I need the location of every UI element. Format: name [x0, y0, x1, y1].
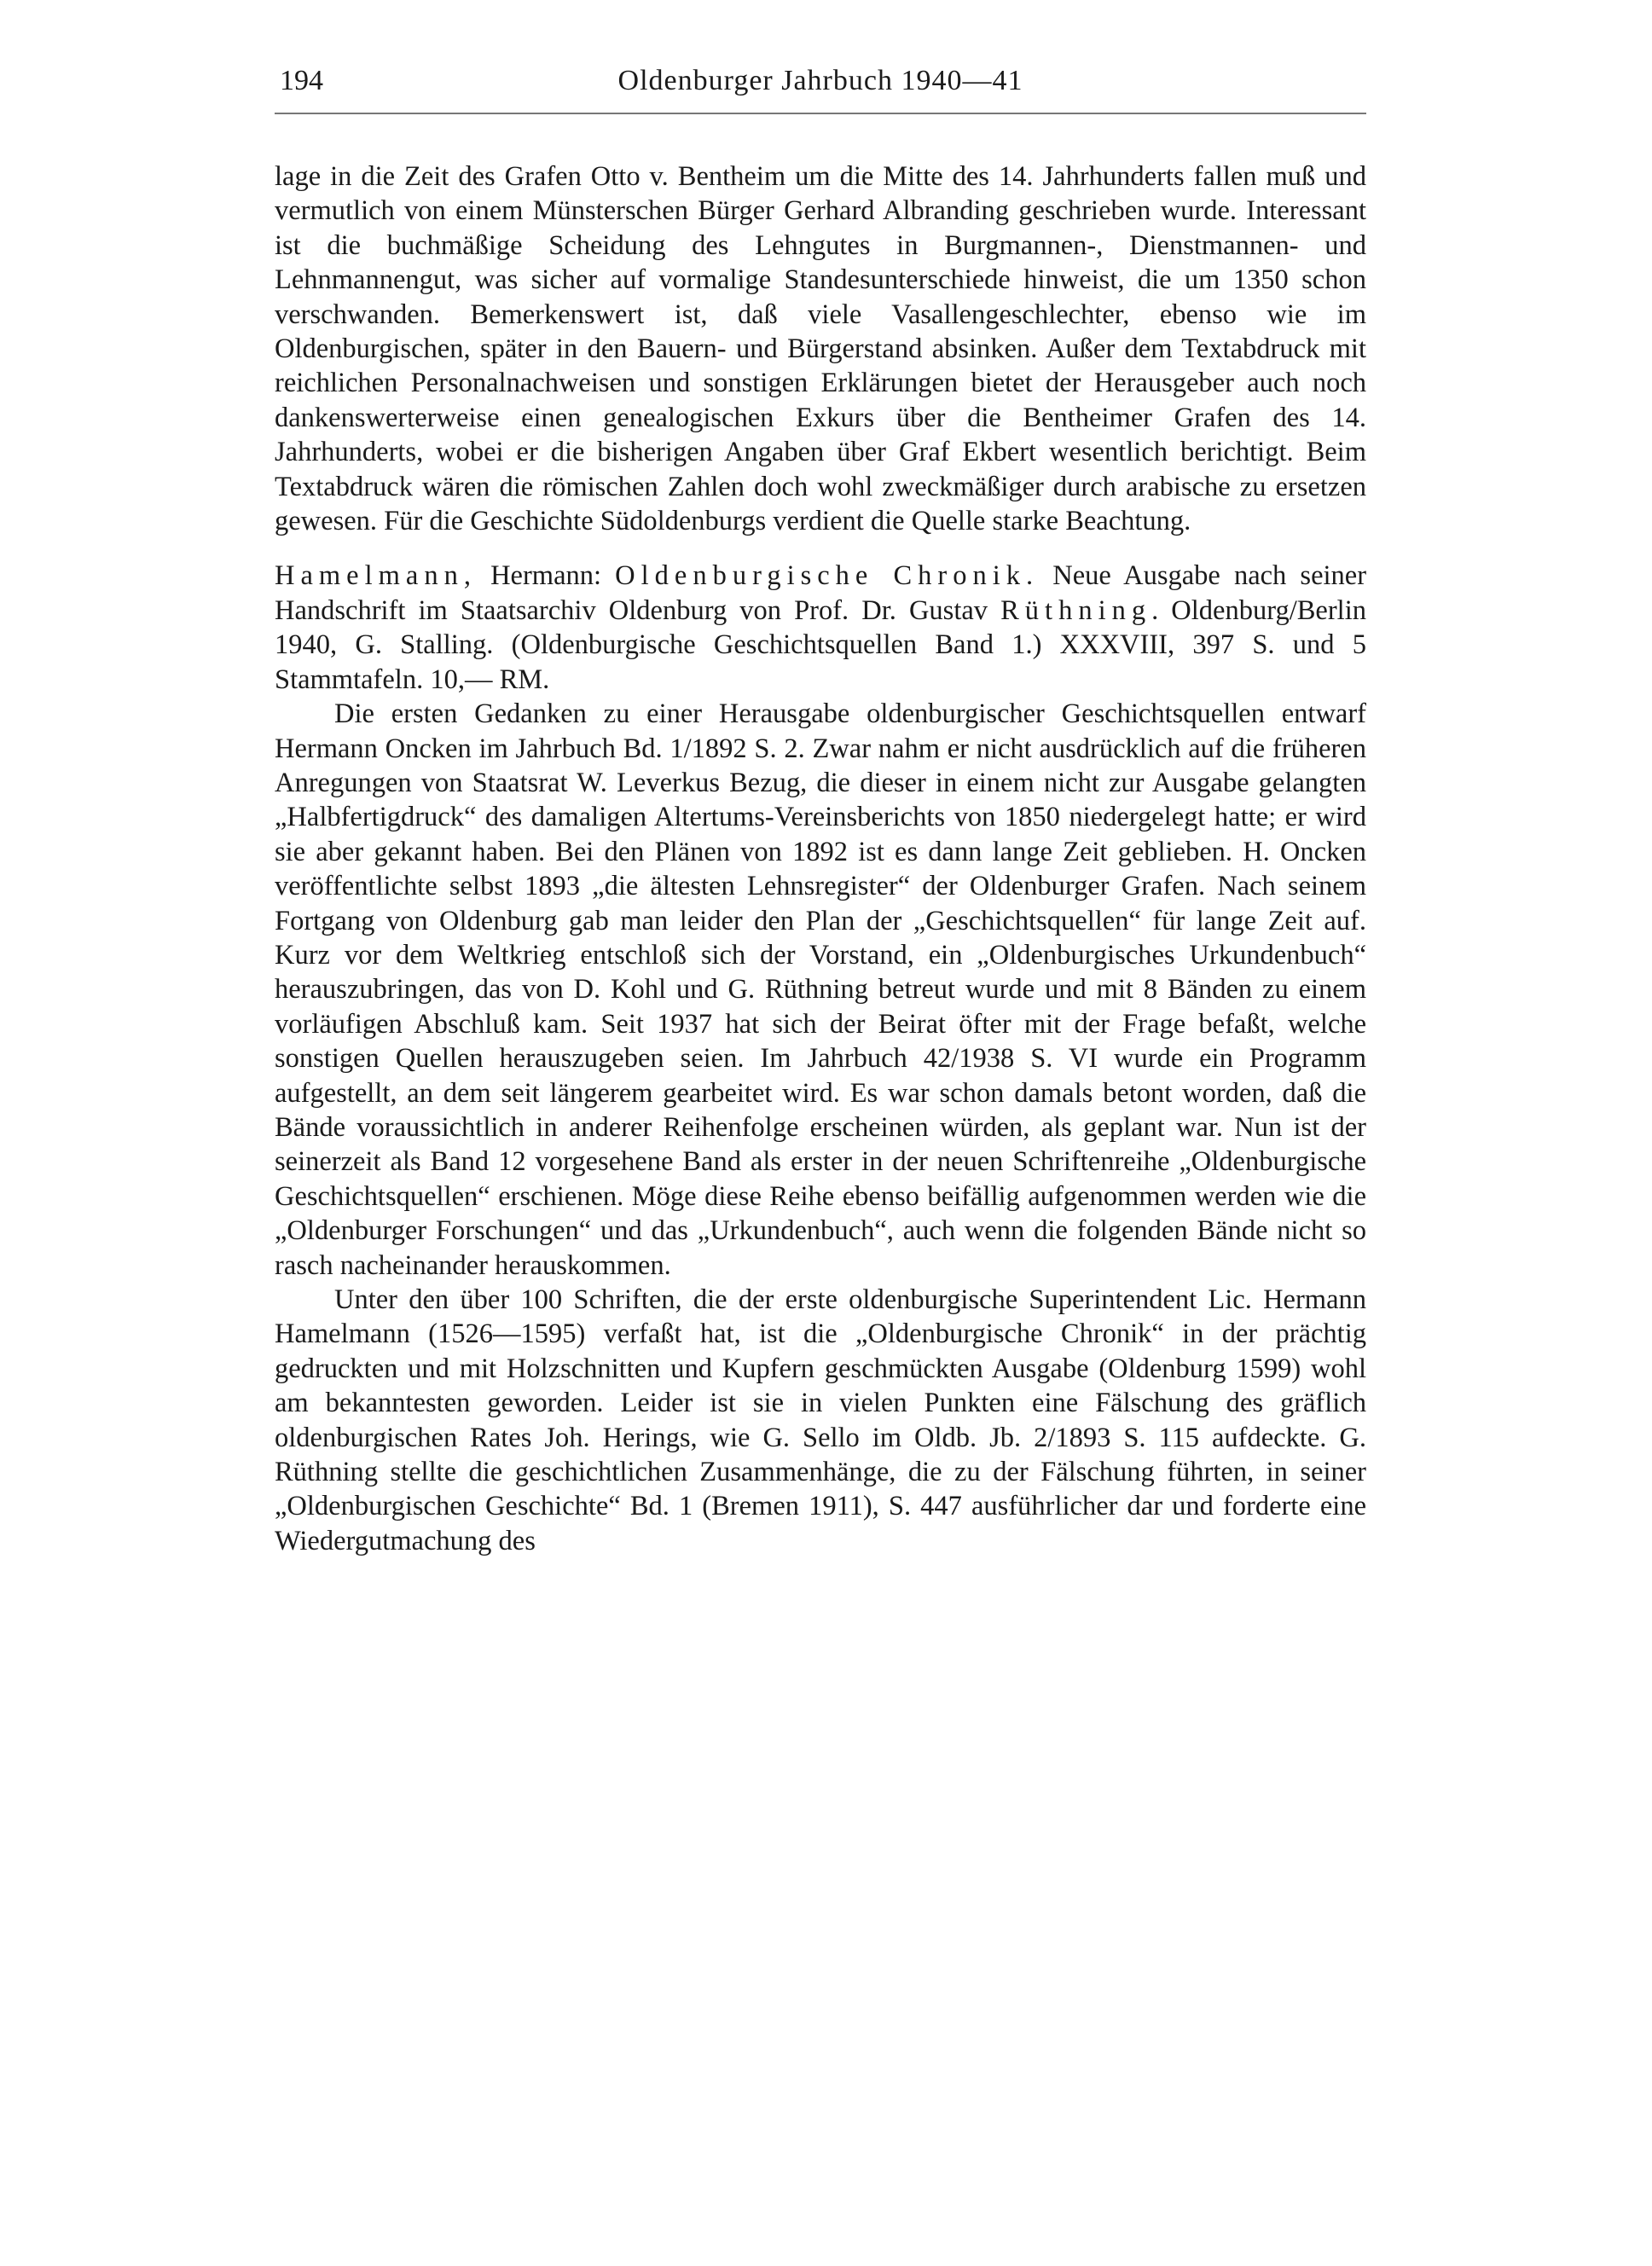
paragraph: Unter den über 100 Schriften, die der erste oldenburgische Superintendent Lic. Hermann Hamelmann (1526—1595) verfaßt hat, ist die „Oldenburgische Chronik“ in der prächtig gedruckten und mit Holzschnitten und Kupfern geschmückten Ausgabe (Oldenburg 1599) wohl am bekanntesten geworden. Leider ist sie in vielen Punkten eine Fälschung des gräflich oldenburgischen Rates Joh. Herings, wie G. Sello im Oldb. Jb. 2/1893 S. 115 aufdeckte. G. Rüthning stellte die geschichtlichen Zusammenhänge, die zu der Fälschung führten, in seiner „Oldenburgischen Geschichte“ Bd. 1 (Bremen 1911), S. 447 ausführlicher dar und forderte eine Wiedergutmachung des [275, 1284, 1366, 1556]
page-header [275, 60, 1366, 114]
bib-author: Hamelmann, [275, 560, 477, 592]
body-text [275, 159, 1366, 1558]
bib-title: Oldenburgische Chronik. [615, 560, 1040, 592]
running-title: Oldenburger Jahrbuch 1940—41 [617, 65, 1023, 96]
bib-text-2: . Oldenburg/Berlin 1940, G. Stalling. (Oldenburgische Geschichtsquellen Band 1.) XXXVIII, 397 S. und 5 Stammtafeln. 10,— RM. [275, 594, 1366, 695]
bib-text-1: Neue Ausgabe nach seiner Handschrift im Staatsarchiv Oldenburg von Prof. Dr. Gustav [275, 560, 1367, 626]
page-number: 194 [280, 65, 323, 96]
paragraph: Die ersten Gedanken zu einer Herausgabe oldenburgischer Geschichtsquellen entwarf Hermann Oncken im Jahrbuch Bd. 1/1892 S. 2. Zwar nahm er nicht ausdrücklich auf die früheren Anregungen von Staatsrat W. Leverkus Bezug, die dieser in einem nicht zur Ausgabe gelangten „Halbfertigdruck“ des damaligen Altertums-Vereinsberichts von 1850 niedergelegt hatte; er wird sie aber gekannt haben. Bei den Plänen von 1892 ist es dann lange Zeit geblieben. H. Oncken veröffentlichte selbst 1893 „die ältesten Lehnsregister“ der Oldenburger Grafen. Nach seinem Fortgang von Oldenburg gab man leider den Plan der „Geschichtsquellen“ für lange Zeit auf. Kurz vor dem Weltkrieg entschloß sich der Vorstand, ein „Oldenburgisches Urkundenbuch“ herauszubringen, das von D. Kohl und G. Rüthning betreut wurde und mit 8 Bänden zu einem vorläufigen Abschluß kam. Seit 1937 hat sich der Beirat öfter mit der Frage befaßt, welche sonstigen Quellen herauszugeben seien. Im Jahrbuch 42/1938 S. VI wurde ein Programm aufgestellt, an dem seit längerem gearbeitet wird. Es war schon damals betont worden, daß die Bände voraussichtlich in anderer Reihenfolge erscheinen würden, als geplant war. Nun ist der seinerzeit als Band 12 vorgesehene Band als erster in der neuen Schriftenreihe „Oldenburgische Geschichtsquellen“ erschienen. Möge diese Reihe ebenso beifällig aufgenommen werden wie die „Oldenburger Forschungen“ und das „Urkundenbuch“, auch wenn die folgenden Bände nicht so rasch nacheinander herauskommen. [275, 698, 1366, 1281]
bibliography-entry [275, 559, 1366, 697]
bib-editor: Rüthning [1000, 594, 1152, 626]
paragraph-continued: lage in die Zeit des Grafen Otto v. Bentheim um die Mitte des 14. Jahrhunderts fallen muß und vermutlich von einem Münsterschen Bürger Gerhard Albranding geschrieben wurde. Interessant ist die buchmäßige Scheidung des Lehngutes in Burgmannen-, Dienstmannen- und Lehnmannengut, was sicher auf vormalige Standesunterschiede hinweist, die um 1350 schon verschwanden. Bemerkenswert ist, daß viele Vasallengeschlechter, ebenso wie im Oldenburgischen, später in den Bauern- und Bürgerstand absinken. Außer dem Textabdruck mit reichlichen Personalnachweisen und sonstigen Erklärungen bietet der Herausgeber auch noch dankenswerterweise einen genealogischen Exkurs über die Bentheimer Grafen des 14. Jahrhunderts, wobei er die bisherigen Angaben über Graf Ekbert wesentlich berichtigt. Beim Textabdruck wären die römischen Zahlen doch wohl zweckmäßiger durch arabische zu ersetzen gewesen. Für die Geschichte Südoldenburgs verdient die Quelle starke Beachtung. [275, 161, 1366, 537]
bib-author-first: Hermann: [476, 560, 616, 592]
